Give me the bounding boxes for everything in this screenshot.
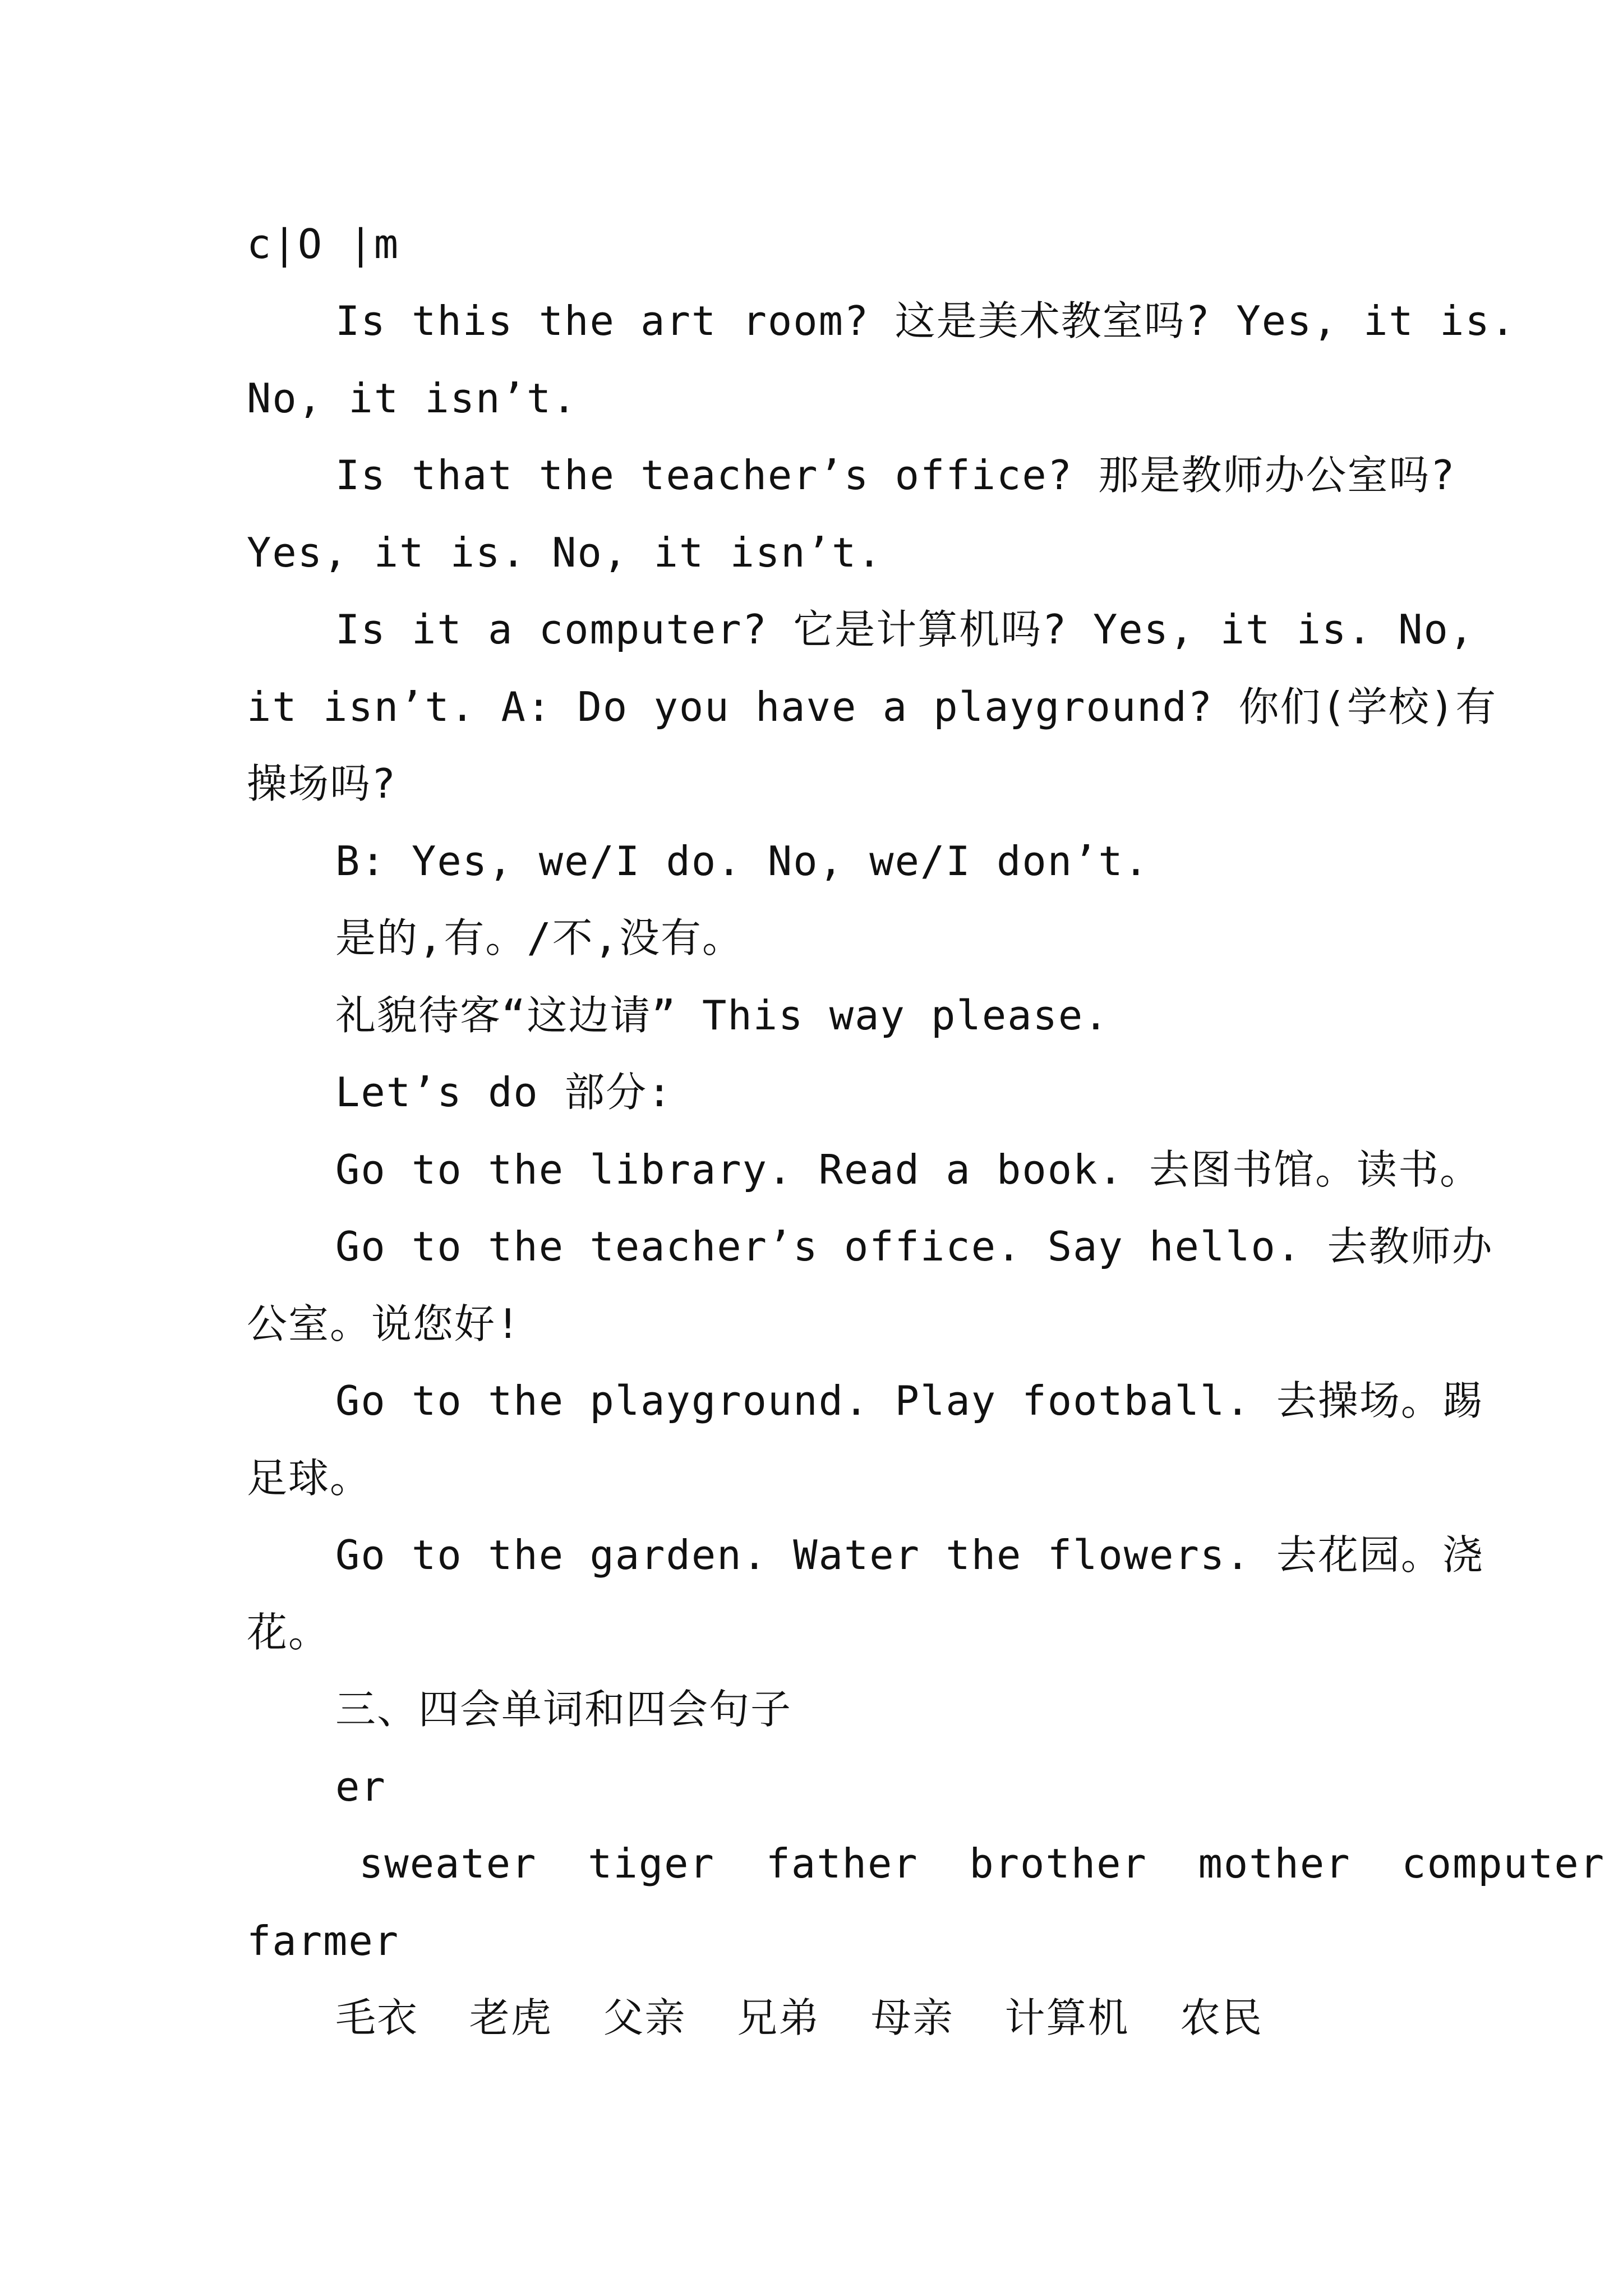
text-line-17: 足球。 (247, 1455, 372, 1502)
text-line-11: 礼貌待客“这边请” This way please. (335, 992, 1109, 1039)
text-line-7: it isn’t. A: Do you have a playground? 你们(学校)有 (247, 683, 1497, 730)
text-line-10: 是的,有。/不,没有。 (335, 914, 744, 961)
text-line-21: er (335, 1763, 386, 1810)
text-line-15: 公室。说您好! (247, 1300, 522, 1347)
section-heading: 三、四会单词和四会句子 (335, 1686, 792, 1733)
text-line-9: B: Yes, we/I do. No, we/I don’t. (335, 838, 1150, 885)
text-line-14: Go to the teacher’s office. Say hello. 去教师办 (335, 1223, 1493, 1270)
text-line-19: 花。 (247, 1609, 330, 1656)
text-line-12: Let’s do 部分: (335, 1069, 673, 1116)
vocab-meanings-line: 毛衣 老虎 父亲 兄弟 母亲 计算机 农民 (335, 1994, 1264, 2041)
text-line-16: Go to the playground. Play football. 去操场。踢 (335, 1377, 1484, 1424)
text-line-6: Is it a computer? 它是计算机吗? Yes, it is. No, (335, 606, 1475, 653)
text-line-13: Go to the library. Read a book. 去图书馆。读书。 (335, 1146, 1482, 1193)
text-line-8: 操场吗? (247, 760, 397, 807)
text-line-23: farmer (247, 1917, 400, 1964)
text-line-18: Go to the garden. Water the flowers. 去花园。浇 (335, 1531, 1484, 1579)
text-line-2: Is this the art room? 这是美术教室吗? Yes, it is. (335, 297, 1516, 344)
text-line-4: Is that the teacher’s office? 那是教师办公室吗? (335, 452, 1456, 499)
text-line-3: No, it isn’t. (247, 375, 578, 422)
text-line-5: Yes, it is. No, it isn’t. (247, 529, 883, 576)
vocab-words-line: sweater tiger father brother mother computer (359, 1840, 1606, 1887)
text-line-1: c|O |m (247, 220, 400, 268)
